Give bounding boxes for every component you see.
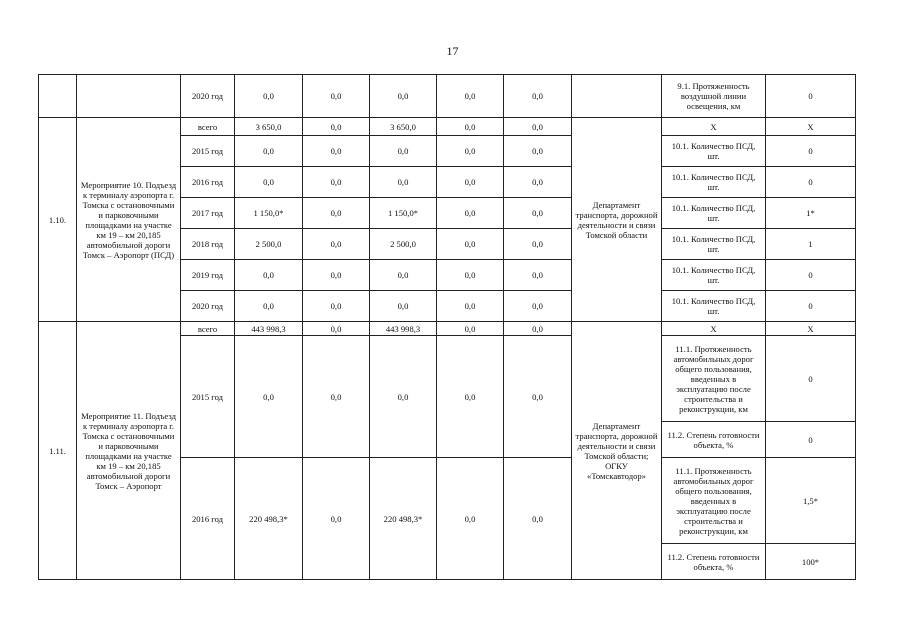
indicator-cell: 11.2. Степень готовности объекта, % [662, 544, 766, 580]
fed-cell: 0,0 [303, 75, 370, 118]
item-number: 1.10. [39, 118, 77, 322]
loc-cell: 0,0 [437, 136, 504, 167]
loc-cell: 0,0 [437, 458, 504, 580]
num-cell-empty [39, 75, 77, 118]
loc-cell: 0,0 [437, 198, 504, 229]
extra-cell: 0,0 [504, 322, 572, 336]
reg-cell: 443 998,3 [370, 322, 437, 336]
loc-cell: 0,0 [437, 322, 504, 336]
indicator-value-cell: 0 [766, 75, 856, 118]
total-cell: 0,0 [235, 167, 303, 198]
fed-cell: 0,0 [303, 167, 370, 198]
department: Департамент транспорта, дорожной деятельности и связи Томской области; ОГКУ «Томскавтодор» [572, 322, 662, 580]
extra-cell: 0,0 [504, 291, 572, 322]
program-table [38, 74, 856, 580]
indicator-value-cell: Х [766, 118, 856, 136]
indicator-value-cell: 0 [766, 291, 856, 322]
indicator-value-cell: 0 [766, 260, 856, 291]
loc-cell: 0,0 [437, 167, 504, 198]
indicator-value-cell: 0 [766, 136, 856, 167]
extra-cell: 0,0 [504, 260, 572, 291]
year-cell: всего [181, 118, 235, 136]
department: Департамент транспорта, дорожной деятельности и связи Томской области [572, 118, 662, 322]
total-cell: 220 498,3* [235, 458, 303, 580]
reg-cell: 0,0 [370, 260, 437, 291]
indicator-cell: 11.1. Протяженность автомобильных дорог общего пользования, введенных в эксплуатацию после строительства и реконструкции, км [662, 458, 766, 544]
year-cell: 2016 год [181, 458, 235, 580]
reg-cell: 0,0 [370, 136, 437, 167]
total-cell: 0,0 [235, 136, 303, 167]
total-cell: 443 998,3 [235, 322, 303, 336]
extra-cell: 0,0 [504, 458, 572, 580]
extra-cell: 0,0 [504, 198, 572, 229]
indicator-cell: 10.1. Количество ПСД, шт. [662, 167, 766, 198]
indicator-cell: 10.1. Количество ПСД, шт. [662, 260, 766, 291]
fed-cell: 0,0 [303, 198, 370, 229]
loc-cell: 0,0 [437, 229, 504, 260]
loc-cell: 0,0 [437, 260, 504, 291]
indicator-cell: Х [662, 118, 766, 136]
loc-cell: 0,0 [437, 291, 504, 322]
item-name: Мероприятие 10. Подъезд к терминалу аэропорта г. Томска с остановочными и парковочными площадками на участке км 19 – км 20,185 автомобильной дороги Томск – Аэропорт (ПСД) [77, 118, 181, 322]
indicator-cell: 10.1. Количество ПСД, шт. [662, 198, 766, 229]
item-number: 1.11. [39, 322, 77, 580]
total-cell: 0,0 [235, 260, 303, 291]
indicator-value-cell: 0 [766, 336, 856, 422]
reg-cell: 2 500,0 [370, 229, 437, 260]
loc-cell: 0,0 [437, 75, 504, 118]
fed-cell: 0,0 [303, 118, 370, 136]
indicator-cell: 10.1. Количество ПСД, шт. [662, 229, 766, 260]
indicator-cell: 10.1. Количество ПСД, шт. [662, 136, 766, 167]
reg-cell: 3 650,0 [370, 118, 437, 136]
dept-cell-empty [572, 75, 662, 118]
reg-cell: 0,0 [370, 336, 437, 458]
fed-cell: 0,0 [303, 458, 370, 580]
fed-cell: 0,0 [303, 260, 370, 291]
fed-cell: 0,0 [303, 336, 370, 458]
item-name: Мероприятие 11. Подъезд к терминалу аэропорта г. Томска с остановочными и парковочными площадками на участке км 19 – км 20,185 автомобильной дороги Томск – Аэропорт [77, 322, 181, 580]
year-cell: всего [181, 322, 235, 336]
table-row [39, 118, 856, 136]
indicator-cell: 11.1. Протяженность автомобильных дорог общего пользования, введенных в эксплуатацию после строительства и реконструкции, км [662, 336, 766, 422]
year-cell: 2019 год [181, 260, 235, 291]
fed-cell: 0,0 [303, 291, 370, 322]
page-number: 17 [446, 44, 459, 58]
indicator-value-cell: 1,5* [766, 458, 856, 544]
year-cell: 2016 год [181, 167, 235, 198]
indicator-value-cell: 100* [766, 544, 856, 580]
name-cell-empty [77, 75, 181, 118]
indicator-value-cell: Х [766, 322, 856, 336]
table-row [39, 322, 856, 336]
indicator-value-cell: 1* [766, 198, 856, 229]
year-cell: 2015 год [181, 336, 235, 458]
year-cell: 2017 год [181, 198, 235, 229]
total-cell: 0,0 [235, 336, 303, 458]
total-cell: 2 500,0 [235, 229, 303, 260]
loc-cell: 0,0 [437, 336, 504, 458]
total-cell: 0,0 [235, 291, 303, 322]
reg-cell: 1 150,0* [370, 198, 437, 229]
extra-cell: 0,0 [504, 75, 572, 118]
indicator-value-cell: 0 [766, 422, 856, 458]
indicator-value-cell: 0 [766, 167, 856, 198]
extra-cell: 0,0 [504, 136, 572, 167]
indicator-cell: Х [662, 322, 766, 336]
reg-cell: 0,0 [370, 167, 437, 198]
year-cell: 2015 год [181, 136, 235, 167]
year-cell: 2020 год [181, 75, 235, 118]
extra-cell: 0,0 [504, 118, 572, 136]
reg-cell: 220 498,3* [370, 458, 437, 580]
table-row [39, 75, 856, 118]
year-cell: 2018 год [181, 229, 235, 260]
loc-cell: 0,0 [437, 118, 504, 136]
reg-cell: 0,0 [370, 291, 437, 322]
total-cell: 0,0 [235, 75, 303, 118]
indicator-cell: 11.2. Степень готовности объекта, % [662, 422, 766, 458]
fed-cell: 0,0 [303, 322, 370, 336]
indicator-cell: 10.1. Количество ПСД, шт. [662, 291, 766, 322]
total-cell: 3 650,0 [235, 118, 303, 136]
extra-cell: 0,0 [504, 336, 572, 458]
indicator-cell: 9.1. Протяженность воздушной линии освещения, км [662, 75, 766, 118]
extra-cell: 0,0 [504, 229, 572, 260]
extra-cell: 0,0 [504, 167, 572, 198]
indicator-value-cell: 1 [766, 229, 856, 260]
reg-cell: 0,0 [370, 75, 437, 118]
total-cell: 1 150,0* [235, 198, 303, 229]
fed-cell: 0,0 [303, 229, 370, 260]
fed-cell: 0,0 [303, 136, 370, 167]
year-cell: 2020 год [181, 291, 235, 322]
